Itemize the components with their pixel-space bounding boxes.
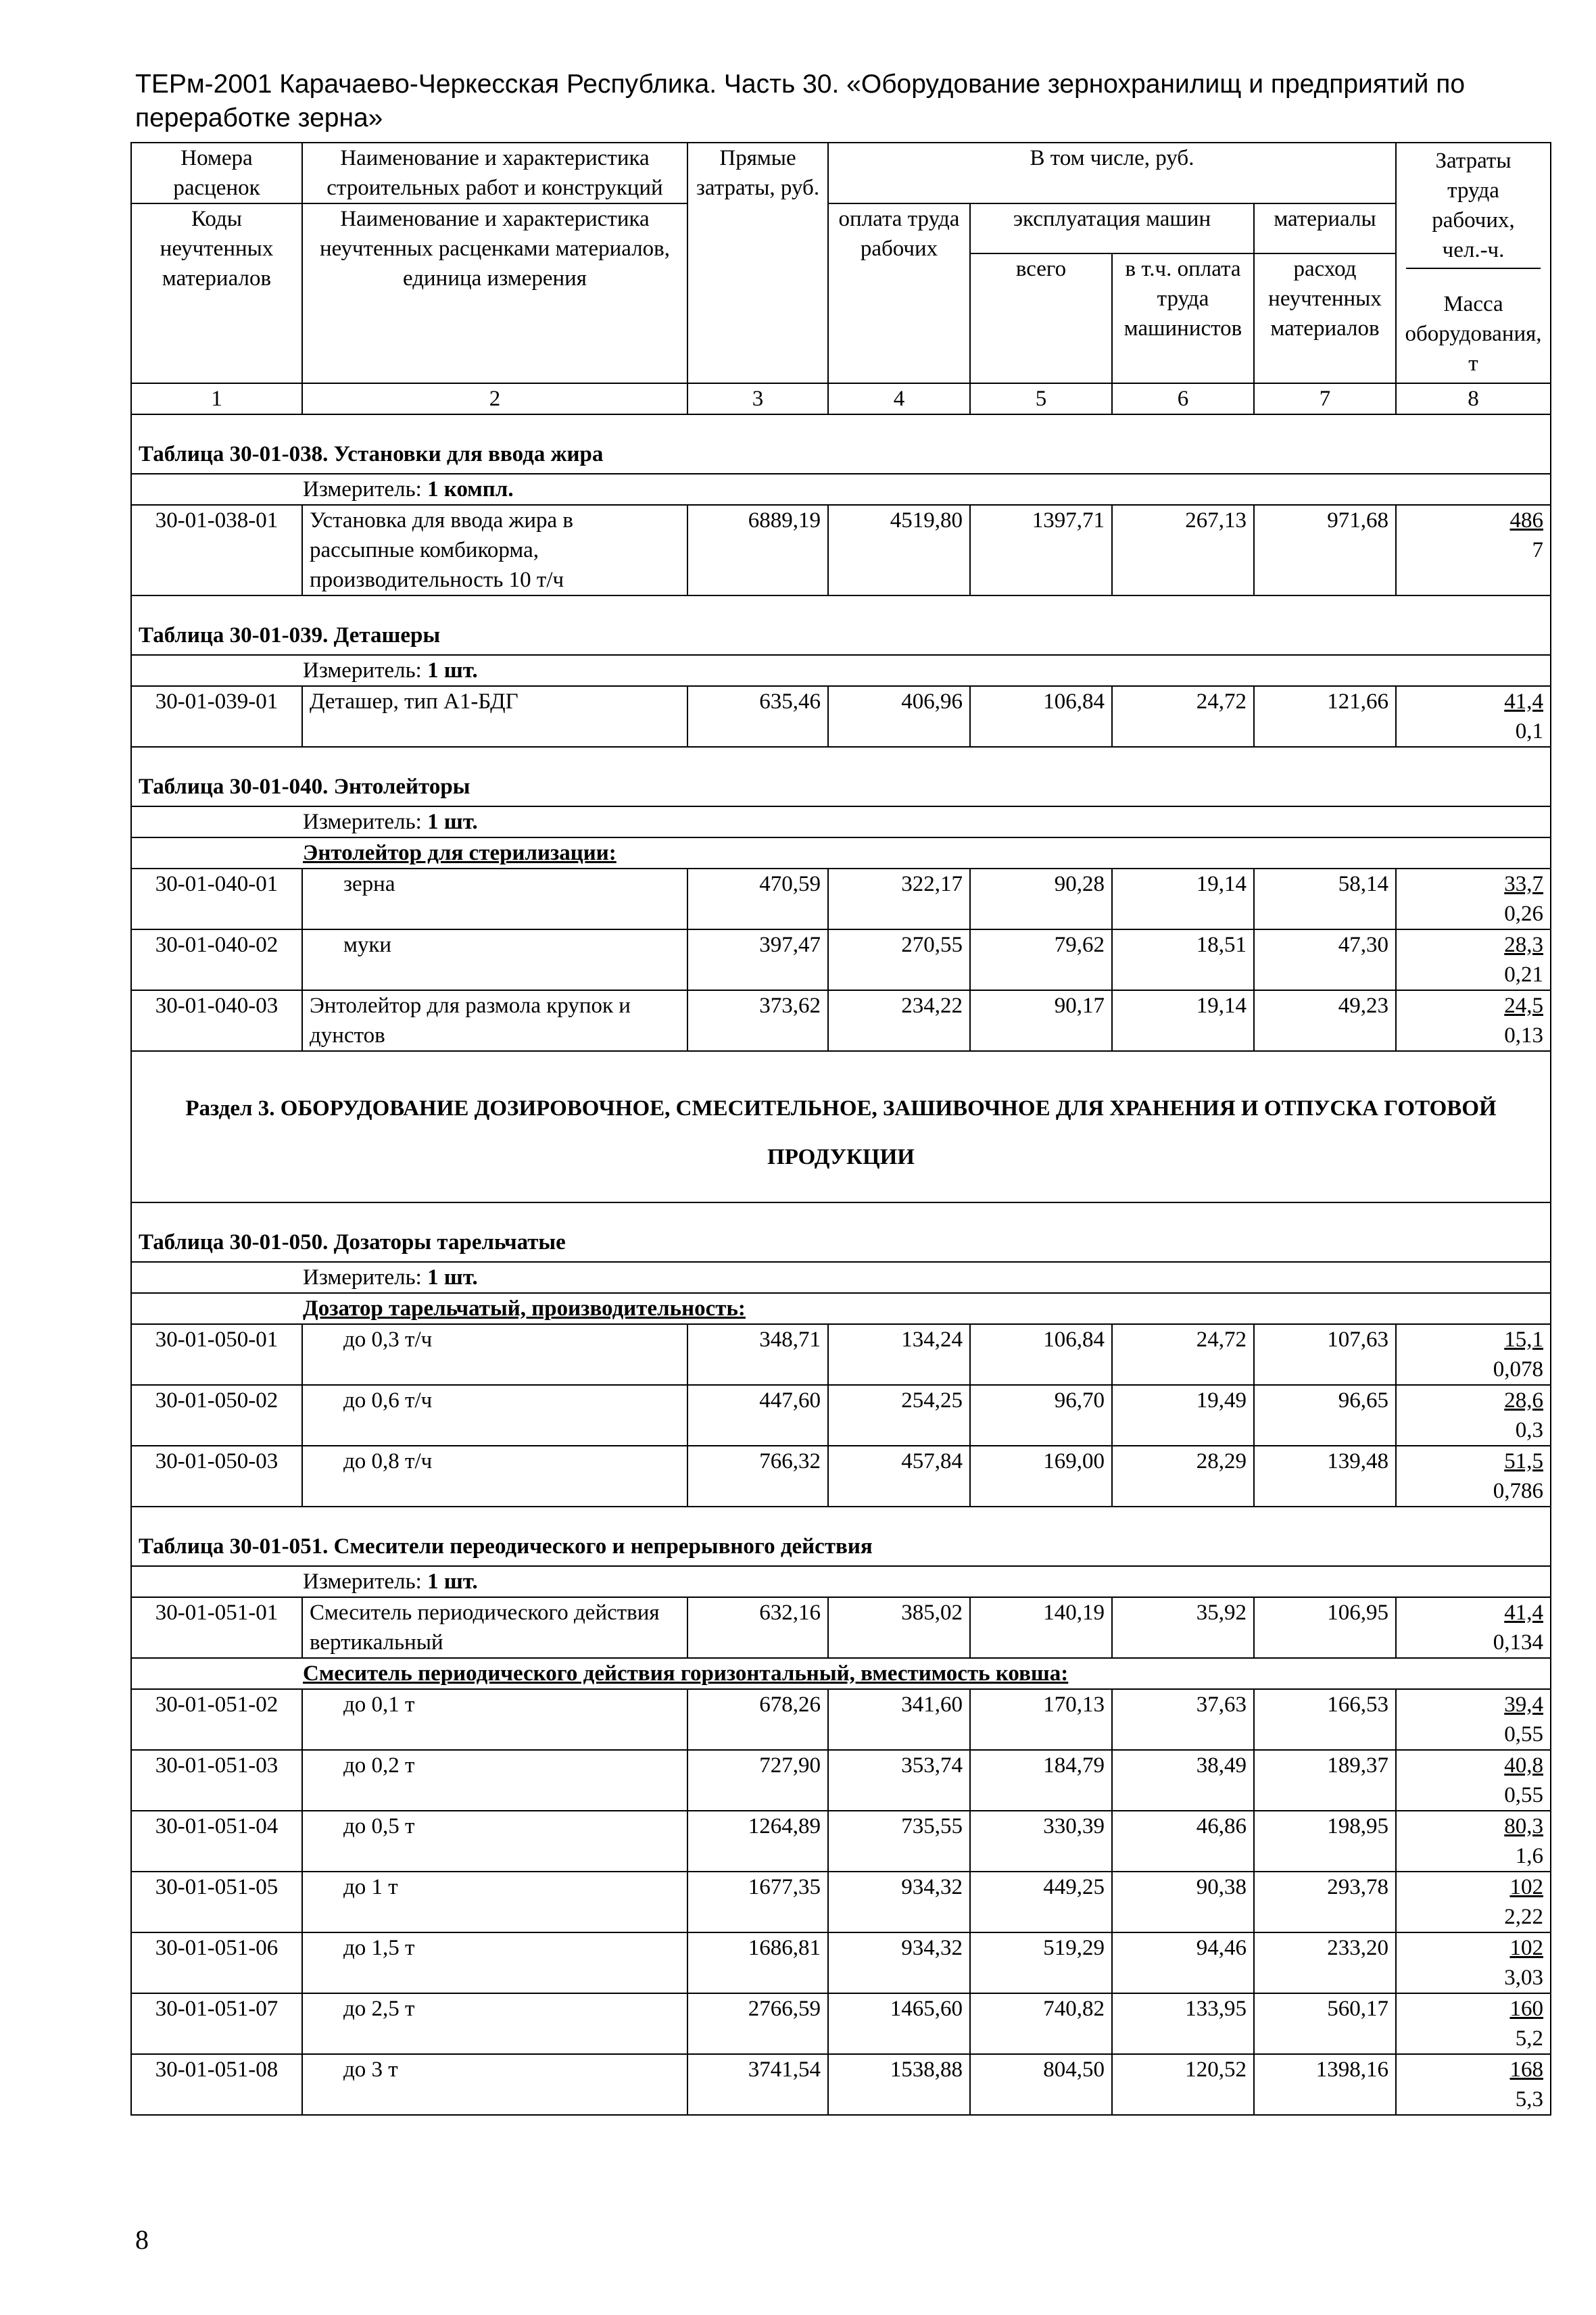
meter-value: 1 шт. (427, 1265, 478, 1290)
machinists-pay: 90,38 (1112, 1872, 1254, 1932)
rate-code: 30-01-051-05 (131, 1872, 302, 1932)
header-row-1 (131, 143, 1551, 203)
meter-row (131, 655, 1551, 686)
labor-pay: 1465,60 (828, 1993, 970, 2054)
labor-hours: 168 (1509, 2057, 1544, 2082)
col-number: 5 (970, 383, 1112, 414)
equipment-mass: 0,786 (1493, 1479, 1544, 1503)
machinists-pay: 38,49 (1112, 1750, 1254, 1811)
rate-name: Смеситель периодического действия вертикальный (302, 1597, 687, 1658)
machines-total: 519,29 (970, 1932, 1112, 1993)
materials-cost: 1398,16 (1254, 2054, 1396, 2115)
rate-name: до 0,6 т/ч (302, 1385, 687, 1446)
section-title-cell: Раздел 3. ОБОРУДОВАНИЕ ДОЗИРОВОЧНОЕ, СМЕСИТЕЛЬНОЕ, ЗАШИВОЧНОЕ ДЛЯ ХРАНЕНИЯ И ОТПУСКА ГОТОВОЙ ПРОДУКЦИИ (131, 1051, 1551, 1202)
equipment-mass: 0,1 (1515, 719, 1544, 744)
meter-row-cell (131, 1566, 1551, 1597)
rate-name: до 0,3 т/ч (302, 1324, 687, 1385)
meter-label: Измеритель: (303, 1569, 422, 1594)
machines-total: 90,17 (970, 990, 1112, 1051)
meter-row-cell (131, 474, 1551, 505)
rate-name: до 1,5 т (302, 1932, 687, 1993)
labor-pay: 735,55 (828, 1811, 970, 1872)
direct-cost: 632,16 (687, 1597, 828, 1658)
rate-code: 30-01-051-08 (131, 2054, 302, 2115)
machines-total: 804,50 (970, 2054, 1112, 2115)
table-title-cell: Таблица 30-01-050. Дозаторы тарельчатые (131, 1202, 1551, 1262)
materials-cost: 96,65 (1254, 1385, 1396, 1446)
labor-mass-cell (1396, 1750, 1551, 1811)
meter-label: Измеритель: (303, 477, 422, 502)
labor-pay: 457,84 (828, 1446, 970, 1507)
machinists-pay: 19,49 (1112, 1385, 1254, 1446)
meter-row (131, 1262, 1551, 1293)
table-title-cell: Таблица 30-01-038. Установки для ввода жира (131, 414, 1551, 474)
rate-name: до 3 т (302, 2054, 687, 2115)
equipment-mass: 0,26 (1504, 902, 1544, 926)
col6-header: в т.ч. оплата труда машинистов (1112, 253, 1254, 383)
machines-total: 79,62 (970, 929, 1112, 990)
direct-cost: 470,59 (687, 869, 828, 929)
materials-cost: 166,53 (1254, 1689, 1396, 1750)
equipment-mass: 1,6 (1515, 1844, 1544, 1868)
table-row (131, 1872, 1551, 1932)
col-number: 7 (1254, 383, 1396, 414)
machines-total: 106,84 (970, 1324, 1112, 1385)
rate-name: Установка для ввода жира в рассыпные комбикорма, производительность 10 т/ч (302, 505, 687, 595)
labor-hours: 41,4 (1504, 689, 1544, 714)
section-title (131, 1051, 1551, 1202)
rate-code: 30-01-051-03 (131, 1750, 302, 1811)
labor-hours: 160 (1509, 1997, 1544, 2021)
col-number: 6 (1112, 383, 1254, 414)
table-title (131, 1507, 1551, 1566)
materials-cost: 106,95 (1254, 1597, 1396, 1658)
materials-cost: 47,30 (1254, 929, 1396, 990)
rate-code: 30-01-051-01 (131, 1597, 302, 1658)
table-title (131, 595, 1551, 655)
table-row (131, 929, 1551, 990)
table-row (131, 1993, 1551, 2054)
table-row (131, 869, 1551, 929)
direct-cost: 727,90 (687, 1750, 828, 1811)
labor-pay: 353,74 (828, 1750, 970, 1811)
rate-code: 30-01-051-06 (131, 1932, 302, 1993)
table-row (131, 1689, 1551, 1750)
equipment-mass: 0,3 (1515, 1418, 1544, 1442)
meter-label: Измеритель: (303, 810, 422, 834)
direct-cost: 1264,89 (687, 1811, 828, 1872)
labor-hours: 41,4 (1504, 1601, 1544, 1625)
rate-name: Энтолейтор для размола крупок и дунстов (302, 990, 687, 1051)
direct-cost: 766,32 (687, 1446, 828, 1507)
materials-cost: 233,20 (1254, 1932, 1396, 1993)
table-row (131, 1385, 1551, 1446)
meter-value: 1 шт. (427, 1569, 478, 1594)
table-row (131, 990, 1551, 1051)
equipment-mass: 0,55 (1504, 1783, 1544, 1807)
col5-header: всего (970, 253, 1112, 383)
table-row (131, 1446, 1551, 1507)
rate-code: 30-01-050-02 (131, 1385, 302, 1446)
machines-total: 330,39 (970, 1811, 1112, 1872)
meter-row (131, 806, 1551, 837)
labor-hours: 486 (1509, 508, 1544, 533)
equipment-mass: 3,03 (1504, 1966, 1544, 1990)
rate-code: 30-01-040-01 (131, 869, 302, 929)
labor-mass-cell (1396, 990, 1551, 1051)
direct-cost: 1686,81 (687, 1932, 828, 1993)
col8-header-top: Затраты труда рабочих, чел.-ч. (1406, 143, 1541, 269)
labor-hours: 28,3 (1504, 933, 1544, 957)
machines-total: 169,00 (970, 1446, 1112, 1507)
col1-header-bottom: Коды неучтенных материалов (131, 203, 302, 383)
labor-pay: 1538,88 (828, 2054, 970, 2115)
rate-code: 30-01-051-02 (131, 1689, 302, 1750)
col8-header (1396, 143, 1551, 383)
labor-hours: 102 (1509, 1936, 1544, 1960)
table-body (131, 143, 1551, 2115)
table-title (131, 747, 1551, 806)
labor-hours: 28,6 (1504, 1388, 1544, 1413)
labor-pay: 234,22 (828, 990, 970, 1051)
direct-cost: 2766,59 (687, 1993, 828, 2054)
labor-mass-cell (1396, 1446, 1551, 1507)
labor-mass-cell (1396, 929, 1551, 990)
machines-total: 740,82 (970, 1993, 1112, 2054)
rate-name: Деташер, тип А1-БДГ (302, 686, 687, 747)
group-heading (131, 1293, 1551, 1324)
group-heading-cell: Дозатор тарельчатый, производительность: (131, 1293, 1551, 1324)
labor-mass-cell (1396, 686, 1551, 747)
machinists-pay: 120,52 (1112, 2054, 1254, 2115)
col2-header-top: Наименование и характеристика строительных работ и конструкций (302, 143, 687, 203)
labor-mass-cell (1396, 505, 1551, 595)
column-numbers-row (131, 383, 1551, 414)
labor-hours: 24,5 (1504, 994, 1544, 1018)
machinists-pay: 46,86 (1112, 1811, 1254, 1872)
labor-pay: 270,55 (828, 929, 970, 990)
equipment-mass: 0,13 (1504, 1023, 1544, 1048)
labor-hours: 33,7 (1504, 872, 1544, 896)
table-row (131, 1324, 1551, 1385)
labor-mass-cell (1396, 1597, 1551, 1658)
meter-row-cell (131, 806, 1551, 837)
table-title (131, 1202, 1551, 1262)
rate-code: 30-01-040-03 (131, 990, 302, 1051)
table-row (131, 2054, 1551, 2115)
rate-code: 30-01-051-07 (131, 1993, 302, 2054)
labor-mass-cell (1396, 1993, 1551, 2054)
rate-name: до 0,8 т/ч (302, 1446, 687, 1507)
labor-mass-cell (1396, 1385, 1551, 1446)
machinists-pay: 28,29 (1112, 1446, 1254, 1507)
rate-code: 30-01-040-02 (131, 929, 302, 990)
labor-hours: 40,8 (1504, 1753, 1544, 1778)
machines-total: 140,19 (970, 1597, 1112, 1658)
labor-hours: 39,4 (1504, 1692, 1544, 1717)
direct-cost: 678,26 (687, 1689, 828, 1750)
price-table (130, 142, 1551, 2116)
machines-total: 184,79 (970, 1750, 1112, 1811)
machinists-pay: 19,14 (1112, 990, 1254, 1051)
equipment-mass: 2,22 (1504, 1905, 1544, 1929)
machines-total: 1397,71 (970, 505, 1112, 595)
labor-pay: 322,17 (828, 869, 970, 929)
labor-mass-cell (1396, 1324, 1551, 1385)
equipment-mass: 7 (1532, 538, 1544, 562)
table-title (131, 414, 1551, 474)
rate-name: до 0,1 т (302, 1689, 687, 1750)
table-row (131, 1597, 1551, 1658)
table-row (131, 686, 1551, 747)
incl-header: В том числе, руб. (828, 143, 1396, 203)
col1-header-top: Номера расценок (131, 143, 302, 203)
page-number: 8 (135, 2224, 149, 2255)
group-heading-cell: Энтолейтор для стерилизации: (131, 837, 1551, 869)
equipment-mass: 5,2 (1515, 2026, 1544, 2051)
rate-name: зерна (302, 869, 687, 929)
direct-cost: 397,47 (687, 929, 828, 990)
group-heading-cell: Смеситель периодического действия горизонтальный, вместимость ковша: (131, 1658, 1551, 1689)
labor-mass-cell (1396, 1811, 1551, 1872)
meter-row-cell (131, 655, 1551, 686)
table-row (131, 1750, 1551, 1811)
labor-pay: 341,60 (828, 1689, 970, 1750)
materials-cost: 49,23 (1254, 990, 1396, 1051)
rate-code: 30-01-050-01 (131, 1324, 302, 1385)
equipment-mass: 0,21 (1504, 962, 1544, 987)
machinists-pay: 133,95 (1112, 1993, 1254, 2054)
rate-code: 30-01-038-01 (131, 505, 302, 595)
equipment-mass: 0,134 (1493, 1630, 1544, 1655)
meter-value: 1 шт. (427, 810, 478, 834)
materials-header: материалы (1254, 203, 1396, 253)
direct-cost: 3741,54 (687, 2054, 828, 2115)
equipment-mass: 0,078 (1493, 1357, 1544, 1382)
equipment-mass: 0,55 (1504, 1722, 1544, 1747)
direct-cost: 373,62 (687, 990, 828, 1051)
machines-total: 170,13 (970, 1689, 1112, 1750)
group-heading (131, 1658, 1551, 1689)
materials-cost: 107,63 (1254, 1324, 1396, 1385)
col-number: 1 (131, 383, 302, 414)
rate-name: до 1 т (302, 1872, 687, 1932)
machinists-pay: 24,72 (1112, 686, 1254, 747)
meter-value: 1 компл. (427, 477, 514, 502)
col-number: 3 (687, 383, 828, 414)
meter-label: Измеритель: (303, 658, 422, 683)
col3-header: Прямые затраты, руб. (687, 143, 828, 383)
machinists-pay: 19,14 (1112, 869, 1254, 929)
machinists-pay: 94,46 (1112, 1932, 1254, 1993)
meter-value: 1 шт. (427, 658, 478, 683)
table-title-cell: Таблица 30-01-040. Энтолейторы (131, 747, 1551, 806)
rate-code: 30-01-050-03 (131, 1446, 302, 1507)
labor-mass-cell (1396, 1872, 1551, 1932)
labor-pay: 134,24 (828, 1324, 970, 1385)
running-title: ТЕРм-2001 Карачаево-Черкесская Республика. Часть 30. «Оборудование зернохранилищ и предприятий по переработке зерна» (135, 70, 1466, 132)
meter-row (131, 474, 1551, 505)
meter-row-cell (131, 1262, 1551, 1293)
labor-mass-cell (1396, 2054, 1551, 2115)
direct-cost: 6889,19 (687, 505, 828, 595)
col-number: 4 (828, 383, 970, 414)
group-heading (131, 837, 1551, 869)
table-title-cell: Таблица 30-01-039. Деташеры (131, 595, 1551, 655)
rate-name: муки (302, 929, 687, 990)
labor-mass-cell (1396, 1689, 1551, 1750)
materials-cost: 293,78 (1254, 1872, 1396, 1932)
machines-total: 90,28 (970, 869, 1112, 929)
materials-cost: 560,17 (1254, 1993, 1396, 2054)
machinists-pay: 37,63 (1112, 1689, 1254, 1750)
materials-cost: 121,66 (1254, 686, 1396, 747)
col4-header: оплата труда рабочих (828, 203, 970, 383)
machinists-pay: 267,13 (1112, 505, 1254, 595)
labor-pay: 934,32 (828, 1872, 970, 1932)
machines-total: 449,25 (970, 1872, 1112, 1932)
meter-row (131, 1566, 1551, 1597)
labor-mass-cell (1396, 869, 1551, 929)
col8-header-bottom: Масса оборудования, т (1405, 292, 1542, 376)
col-number: 2 (302, 383, 687, 414)
table-row (131, 1932, 1551, 1993)
rate-name: до 0,5 т (302, 1811, 687, 1872)
labor-pay: 406,96 (828, 686, 970, 747)
col2-header-bottom: Наименование и характеристика неучтенных расценками материалов, единица измерения (302, 203, 687, 383)
materials-cost: 971,68 (1254, 505, 1396, 595)
rate-code: 30-01-051-04 (131, 1811, 302, 1872)
direct-cost: 1677,35 (687, 1872, 828, 1932)
materials-cost: 139,48 (1254, 1446, 1396, 1507)
labor-hours: 102 (1509, 1875, 1544, 1899)
table-row (131, 505, 1551, 595)
meter-label: Измеритель: (303, 1265, 422, 1290)
labor-pay: 385,02 (828, 1597, 970, 1658)
labor-hours: 51,5 (1504, 1449, 1544, 1473)
labor-hours: 80,3 (1504, 1814, 1544, 1838)
table-title-cell: Таблица 30-01-051. Смесители переодического и непрерывного действия (131, 1507, 1551, 1566)
rate-name: до 2,5 т (302, 1993, 687, 2054)
machinists-pay: 24,72 (1112, 1324, 1254, 1385)
direct-cost: 348,71 (687, 1324, 828, 1385)
materials-cost: 58,14 (1254, 869, 1396, 929)
labor-hours: 15,1 (1504, 1327, 1544, 1352)
direct-cost: 635,46 (687, 686, 828, 747)
table-row (131, 1811, 1551, 1872)
materials-cost: 198,95 (1254, 1811, 1396, 1872)
machines-header: эксплуатация машин (970, 203, 1254, 253)
labor-pay: 254,25 (828, 1385, 970, 1446)
machines-total: 96,70 (970, 1385, 1112, 1446)
col-number: 8 (1396, 383, 1551, 414)
labor-mass-cell (1396, 1932, 1551, 1993)
rate-code: 30-01-039-01 (131, 686, 302, 747)
rate-name: до 0,2 т (302, 1750, 687, 1811)
machines-total: 106,84 (970, 686, 1112, 747)
machinists-pay: 18,51 (1112, 929, 1254, 990)
labor-pay: 934,32 (828, 1932, 970, 1993)
materials-cost: 189,37 (1254, 1750, 1396, 1811)
equipment-mass: 5,3 (1515, 2087, 1544, 2112)
direct-cost: 447,60 (687, 1385, 828, 1446)
labor-pay: 4519,80 (828, 505, 970, 595)
machinists-pay: 35,92 (1112, 1597, 1254, 1658)
header-row-2 (131, 203, 1551, 253)
col7-header: расход неучтенных материалов (1254, 253, 1396, 383)
